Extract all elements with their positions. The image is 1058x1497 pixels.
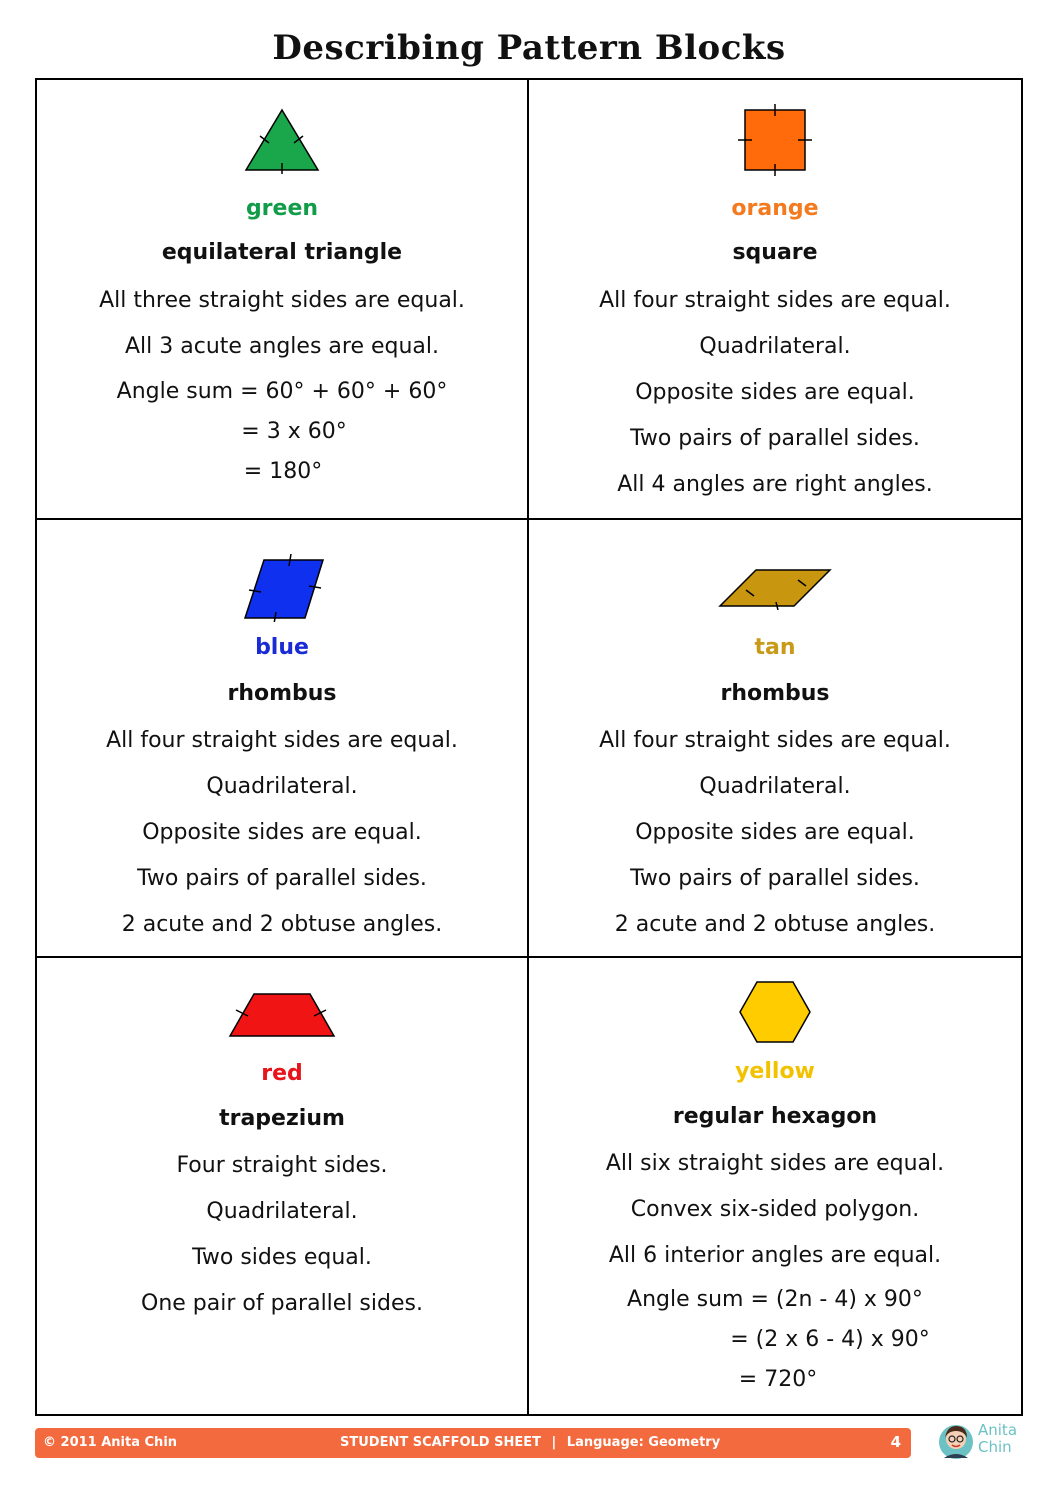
separator: |	[551, 1435, 557, 1450]
color-label: orange	[731, 196, 819, 221]
description-lines	[37, 718, 527, 948]
description-line: All 3 acute angles are equal.	[124, 334, 440, 359]
description-line: Two pairs of parallel sides.	[137, 866, 427, 891]
page-title: Describing Pattern Blocks	[272, 28, 786, 68]
calc-line: = (2 x 6 - 4) x 90°	[730, 1327, 930, 1352]
description-line: Two pairs of parallel sides.	[630, 426, 920, 451]
description-line: Quadrilateral.	[206, 1199, 358, 1224]
sheet-label: STUDENT SCAFFOLD SHEET	[340, 1435, 541, 1450]
block-card-blue	[37, 520, 529, 958]
triangle-icon	[242, 108, 322, 174]
description-lines	[37, 1143, 527, 1327]
description-line: All three straight sides are equal.	[99, 288, 465, 313]
description-line: Quadrilateral.	[206, 774, 358, 799]
calc-line: = 720°	[738, 1367, 818, 1392]
angle-sum-calc	[529, 1280, 1021, 1400]
calc-line: Angle sum = (2n - 4) x 90°	[627, 1287, 923, 1312]
shape-name: rhombus	[720, 681, 830, 706]
block-card-orange	[529, 80, 1021, 520]
description-line: Quadrilateral.	[699, 334, 851, 359]
block-card-yellow	[529, 958, 1021, 1414]
author-brand	[938, 1420, 1048, 1464]
description-lines	[37, 278, 527, 370]
description-line: All four straight sides are equal.	[599, 728, 951, 753]
footer-center	[340, 1435, 720, 1450]
block-card-green	[37, 80, 529, 520]
calc-line: = 3 x 60°	[241, 419, 347, 444]
description-line: Quadrilateral.	[699, 774, 851, 799]
blocks-grid	[35, 78, 1023, 1416]
copyright: © 2011 Anita Chin	[43, 1435, 178, 1450]
color-label: red	[261, 1061, 303, 1086]
trapezium-icon	[226, 988, 338, 1040]
description-line: 2 acute and 2 obtuse angles.	[614, 912, 936, 937]
block-card-red	[37, 958, 529, 1414]
description-line: Opposite sides are equal.	[635, 380, 915, 405]
blue-rhombus-icon	[239, 552, 325, 622]
description-lines	[529, 1141, 1021, 1279]
square-icon	[735, 102, 815, 176]
description-line: Opposite sides are equal.	[635, 820, 915, 845]
footer-bar	[35, 1428, 911, 1458]
block-card-tan	[529, 520, 1021, 958]
brand-line: Anita	[978, 1421, 1018, 1439]
color-label: blue	[255, 635, 309, 660]
description-line: One pair of parallel sides.	[141, 1291, 423, 1316]
description-line: Two sides equal.	[192, 1245, 372, 1270]
description-line: All four straight sides are equal.	[106, 728, 458, 753]
angle-sum-calc	[37, 372, 527, 492]
shape-name: square	[732, 240, 818, 265]
calc-line: = 180°	[243, 459, 323, 484]
color-label: yellow	[735, 1059, 815, 1084]
description-line: All 6 interior angles are equal.	[608, 1243, 942, 1268]
description-line: All 4 angles are right angles.	[617, 472, 933, 497]
description-line: All six straight sides are equal.	[605, 1151, 945, 1176]
description-line: Opposite sides are equal.	[142, 820, 422, 845]
description-line: Convex six-sided polygon.	[630, 1197, 920, 1222]
calc-line: Angle sum = 60° + 60° + 60°	[116, 379, 448, 404]
avatar-icon	[938, 1422, 974, 1462]
description-line: 2 acute and 2 obtuse angles.	[121, 912, 443, 937]
tan-rhombus-icon	[718, 564, 832, 610]
hexagon-icon	[738, 980, 812, 1044]
shape-name: rhombus	[227, 681, 337, 706]
brand-name	[978, 1422, 1017, 1456]
shape-name: regular hexagon	[672, 1104, 878, 1129]
description-lines	[529, 718, 1021, 948]
shape-name: equilateral triangle	[161, 240, 403, 265]
brand-line: Chin	[978, 1438, 1012, 1456]
shape-name: trapezium	[219, 1106, 345, 1131]
description-line: Four straight sides.	[176, 1153, 388, 1178]
page-number: 4	[890, 1433, 901, 1451]
description-line: Two pairs of parallel sides.	[630, 866, 920, 891]
description-line: All four straight sides are equal.	[599, 288, 951, 313]
description-lines	[529, 278, 1021, 508]
color-label: tan	[754, 635, 796, 660]
color-label: green	[245, 196, 319, 221]
language-label: Language: Geometry	[566, 1435, 721, 1450]
